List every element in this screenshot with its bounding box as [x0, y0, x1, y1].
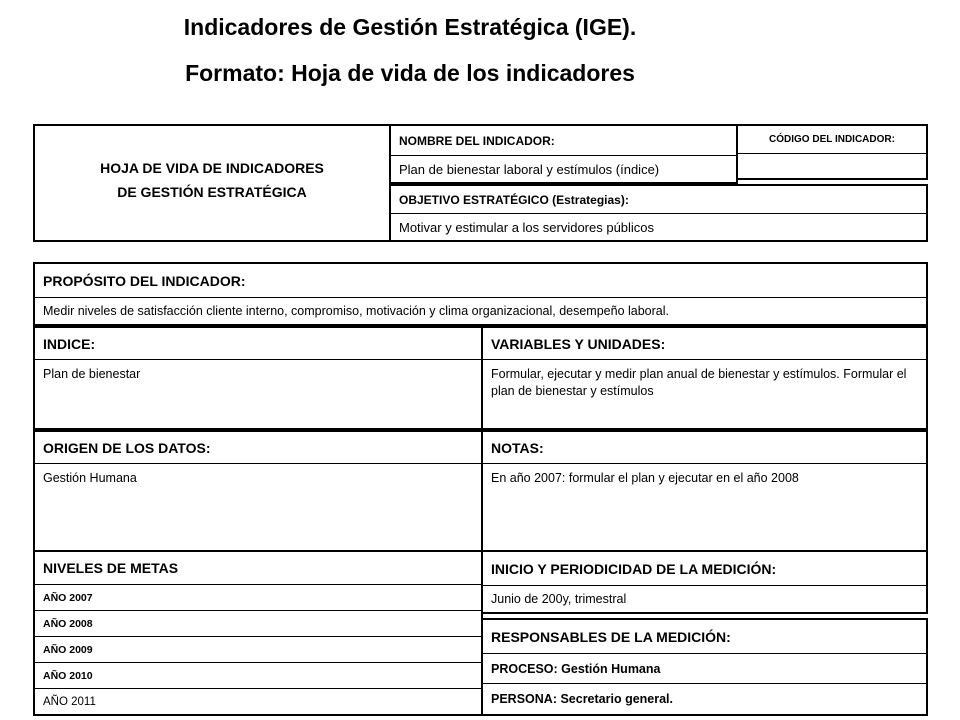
variables-label: VARIABLES Y UNIDADES: [483, 328, 926, 360]
meta-year-row: AÑO 2010 [35, 663, 481, 689]
hoja-vida-line-1: HOJA DE VIDA DE INDICADORES [100, 160, 324, 176]
indice-label: INDICE: [35, 328, 481, 360]
meta-year-row: AÑO 2008 [35, 611, 481, 637]
hoja-vida-box [33, 124, 391, 242]
inicio-label: INICIO Y PERIODICIDAD DE LA MEDICIÓN: [483, 552, 926, 586]
codigo-indicador-value [738, 154, 926, 178]
objetivo-box [389, 184, 928, 242]
nombre-indicador-label: NOMBRE DEL INDICADOR: [391, 126, 736, 156]
nombre-indicador-box [389, 124, 738, 184]
objetivo-label: OBJETIVO ESTRATÉGICO (Estrategias): [391, 186, 926, 214]
responsables-persona: PERSONA: Secretario general. [491, 692, 674, 706]
hoja-vida-heading [35, 156, 389, 204]
notas-label: NOTAS: [483, 432, 926, 464]
proposito-box [33, 262, 928, 326]
meta-year-row: AÑO 2007 [35, 585, 481, 611]
responsables-box [481, 618, 928, 716]
proposito-value: Medir niveles de satisfacción cliente interno, compromiso, motivación y clima organizacional, desempeño laboral. [43, 303, 669, 318]
notas-box [481, 430, 928, 552]
inicio-box [481, 550, 928, 614]
metas-box [33, 550, 483, 716]
objetivo-value: Motivar y estimular a los servidores públicos [399, 219, 655, 235]
hoja-vida-line-2: DE GESTIÓN ESTRATÉGICA [117, 184, 307, 200]
indice-box [33, 326, 483, 430]
inicio-value: Junio de 200y, trimestral [491, 591, 627, 606]
meta-year-row: AÑO 2009 [35, 637, 481, 663]
nombre-indicador-value: Plan de bienestar laboral y estímulos (índice) [399, 161, 660, 177]
indice-value: Plan de bienestar [43, 367, 141, 381]
responsables-proceso: PROCESO: Gestión Humana [483, 654, 926, 684]
metas-label: NIVELES DE METAS [35, 552, 481, 585]
codigo-indicador-box [736, 124, 928, 180]
responsables-label: RESPONSABLES DE LA MEDICIÓN: [483, 620, 926, 654]
notas-value: En año 2007: formular el plan y ejecutar en el año 2008 [491, 471, 799, 485]
codigo-indicador-label: CÓDIGO DEL INDICADOR: [738, 126, 926, 154]
page-title: Indicadores de Gestión Estratégica (IGE). [183, 14, 637, 40]
proposito-label: PROPÓSITO DEL INDICADOR: [35, 264, 926, 298]
variables-box [481, 326, 928, 430]
variables-value: Formular, ejecutar y medir plan anual de bienestar y estímulos. Formular el plan de bienestar y estímulos [491, 367, 907, 398]
origen-value: Gestión Humana [43, 471, 137, 485]
page-subtitle: Formato: Hoja de vida de los indicadores [185, 60, 635, 86]
meta-year-row: AÑO 2011 [43, 695, 96, 708]
origen-box [33, 430, 483, 552]
origen-label: ORIGEN DE LOS DATOS: [35, 432, 481, 464]
